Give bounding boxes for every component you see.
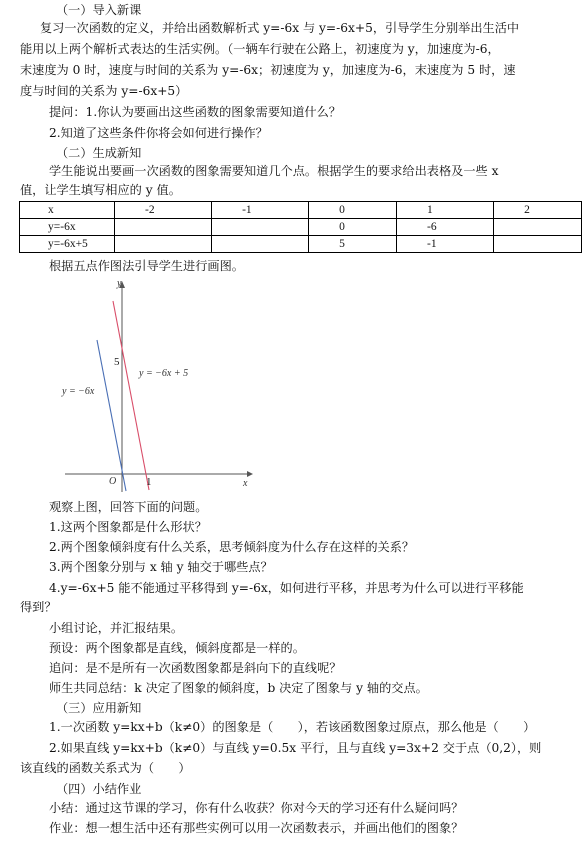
function-graph xyxy=(55,276,255,492)
line2-label: y = −6x + 5 xyxy=(139,368,189,379)
table-cell: -1 xyxy=(397,236,494,253)
table-cell xyxy=(494,219,582,236)
question-item: 3.两个图象分别与 x 轴 y 轴交于哪些点？ xyxy=(49,560,273,574)
question-item: 2.两个图象倾斜度有什么关系，思考倾斜度为什么存在这样的关系？ xyxy=(49,540,415,554)
paragraph-line: 学生能说出要画一次函数的图象需要知道几个点。根据学生的要求给出表格及一些 x xyxy=(49,164,499,178)
section-heading-3: （三）应用新知 xyxy=(56,701,142,715)
paragraph-line: 追问：是不是所有一次函数图象都是斜向下的直线呢？ xyxy=(49,661,342,675)
question-item: 1.这两个图象都是什么形状？ xyxy=(49,520,207,534)
paragraph-line: 师生共同总结：k 决定了图象的倾斜度，b 决定了图象与 y 轴的交点。 xyxy=(49,681,428,695)
paragraph-line: 小结：通过这节课的学习，你有什么收获？你对今天的学习还有什么疑问吗？ xyxy=(49,801,464,815)
table-header-row xyxy=(20,202,582,219)
table-cell: -2 xyxy=(115,202,212,219)
table-row xyxy=(20,236,582,253)
paragraph-line: 小组讨论，并汇报结果。 xyxy=(49,621,184,635)
paragraph-line: 1.一次函数 y=kx+b（k≠0）的图象是（ ），若该函数图象过原点，那么他是（ ） xyxy=(49,720,536,734)
table-cell: y=-6x+5 xyxy=(20,236,115,253)
paragraph-line: 值，让学生填写相应的 y 值。 xyxy=(20,183,181,197)
table-cell: 0 xyxy=(309,219,397,236)
paragraph-line: 度与时间的关系为 y=-6x+5） xyxy=(20,84,188,98)
paragraph-line: 该直线的函数关系式为（ ） xyxy=(20,761,191,775)
paragraph-line: 根据五点作图法引导学生进行画图。 xyxy=(49,259,244,273)
table-cell: y=-6x xyxy=(20,219,115,236)
x-tick-1: 1 xyxy=(146,476,152,488)
x-axis-arrow xyxy=(247,471,253,477)
paragraph-line: 能用以上两个解析式表达的生活实例。（一辆车行驶在公路上，初速度为 y，加速度为-6， xyxy=(20,42,500,56)
question-2: 2.知道了这些条件你将会如何进行操作？ xyxy=(49,126,268,140)
section-heading-4: （四）小结作业 xyxy=(56,782,142,796)
paragraph-line: 预设：两个图象都是直线，倾斜度都是一样的。 xyxy=(49,641,305,655)
paragraph-line: 末速度为 0 时，速度与时间的关系为 y=-6x；初速度为 y，加速度为-6，末速度为 5 时，速 xyxy=(20,63,516,77)
paragraph-line: 作业：想一想生活中还有那些实例可以用一次函数表示，并画出他们的图象？ xyxy=(49,821,464,835)
value-table xyxy=(19,201,582,253)
line1-label: y = −6x xyxy=(62,386,95,397)
origin-label: O xyxy=(109,476,117,487)
table-cell: -1 xyxy=(212,202,309,219)
paragraph-line: 2.如果直线 y=kx+b（k≠0）与直线 y=0.5x 平行，且与直线 y=3x+2 交于点（0,2），则 xyxy=(49,741,542,755)
table-cell: 1 xyxy=(397,202,494,219)
question-1: 提问：1.你认为要画出这些函数的图象需要知道什么？ xyxy=(49,105,341,119)
table-cell xyxy=(212,219,309,236)
section-heading-2: （二）生成新知 xyxy=(56,146,142,160)
y-tick-5: 5 xyxy=(114,356,120,368)
table-cell xyxy=(115,236,212,253)
table-cell: -6 xyxy=(397,219,494,236)
y-axis-label: y xyxy=(117,278,122,289)
table-cell: 0 xyxy=(309,202,397,219)
x-axis-label: x xyxy=(243,478,248,489)
table-cell: 5 xyxy=(309,236,397,253)
table-cell: x xyxy=(20,202,115,219)
table-row xyxy=(20,219,582,236)
paragraph-line: 观察上图，回答下面的问题。 xyxy=(49,500,208,514)
paragraph-line: 复习一次函数的定义，并给出函数解析式 y=-6x 与 y=-6x+5，引导学生分别举出生活中 xyxy=(40,21,520,35)
table-cell xyxy=(212,236,309,253)
section-heading-1: （一）导入新课 xyxy=(56,3,142,17)
table-cell xyxy=(115,219,212,236)
question-item: 得到？ xyxy=(20,600,57,614)
line-y-neg6x-plus5 xyxy=(113,301,149,490)
question-item: 4.y=-6x+5 能不能通过平移得到 y=-6x，如何进行平移，并思考为什么可以进行平移能 xyxy=(49,581,524,595)
table-cell: 2 xyxy=(494,202,582,219)
table-cell xyxy=(494,236,582,253)
